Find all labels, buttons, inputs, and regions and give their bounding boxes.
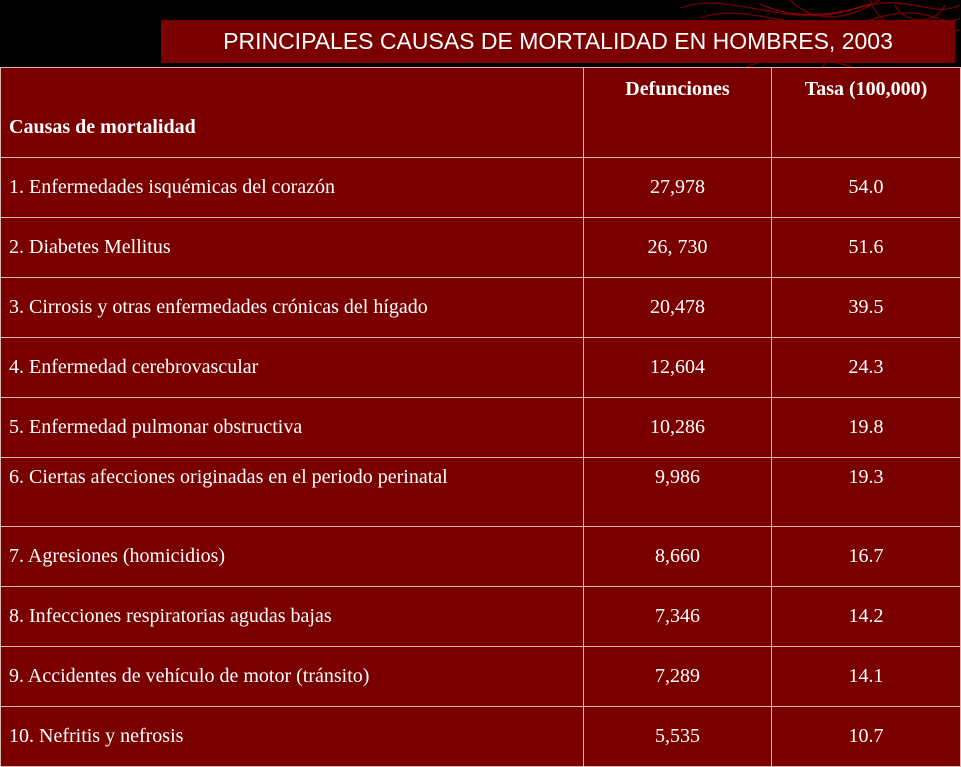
cell-cause: 10. Nefritis y nefrosis [1, 707, 584, 767]
cell-rate: 54.0 [772, 158, 961, 218]
cell-deaths: 12,604 [584, 338, 772, 398]
table-row [1, 527, 961, 587]
header-cause: Causas de mortalidad [1, 68, 584, 158]
table-row [1, 158, 961, 218]
table-row [1, 278, 961, 338]
table-row [1, 458, 961, 527]
cell-deaths: 5,535 [584, 707, 772, 767]
table-header-row [1, 68, 961, 158]
cell-rate: 19.8 [772, 398, 961, 458]
mortality-table [0, 67, 961, 767]
cell-rate: 24.3 [772, 338, 961, 398]
cell-cause: 4. Enfermedad cerebrovascular [1, 338, 584, 398]
cell-rate: 14.2 [772, 587, 961, 647]
cell-deaths: 26, 730 [584, 218, 772, 278]
cell-deaths: 7,289 [584, 647, 772, 707]
cell-cause: 3. Cirrosis y otras enfermedades crónicas del hígado [1, 278, 584, 338]
header-rate: Tasa (100,000) [772, 68, 961, 158]
cell-cause: 6. Ciertas afecciones originadas en el periodo perinatal [1, 458, 584, 527]
cell-rate: 10.7 [772, 707, 961, 767]
cell-cause: 7. Agresiones (homicidios) [1, 527, 584, 587]
table-row [1, 338, 961, 398]
cell-cause: 5. Enfermedad pulmonar obstructiva [1, 398, 584, 458]
cell-deaths: 27,978 [584, 158, 772, 218]
cell-rate: 19.3 [772, 458, 961, 527]
cell-rate: 51.6 [772, 218, 961, 278]
cell-rate: 16.7 [772, 527, 961, 587]
cell-cause: 1. Enfermedades isquémicas del corazón [1, 158, 584, 218]
cell-cause: 8. Infecciones respiratorias agudas bajas [1, 587, 584, 647]
cell-rate: 39.5 [772, 278, 961, 338]
table-row [1, 647, 961, 707]
cell-deaths: 7,346 [584, 587, 772, 647]
cell-cause: 2. Diabetes Mellitus [1, 218, 584, 278]
cell-deaths: 8,660 [584, 527, 772, 587]
cell-deaths: 10,286 [584, 398, 772, 458]
table-row [1, 398, 961, 458]
cell-rate: 14.1 [772, 647, 961, 707]
table-row [1, 218, 961, 278]
cell-deaths: 9,986 [584, 458, 772, 527]
cell-deaths: 20,478 [584, 278, 772, 338]
table-row [1, 587, 961, 647]
cell-cause: 9. Accidentes de vehículo de motor (tránsito) [1, 647, 584, 707]
slide-title: PRINCIPALES CAUSAS DE MORTALIDAD EN HOMBRES, 2003 [161, 20, 955, 63]
table-row [1, 707, 961, 767]
header-deaths: Defunciones [584, 68, 772, 158]
